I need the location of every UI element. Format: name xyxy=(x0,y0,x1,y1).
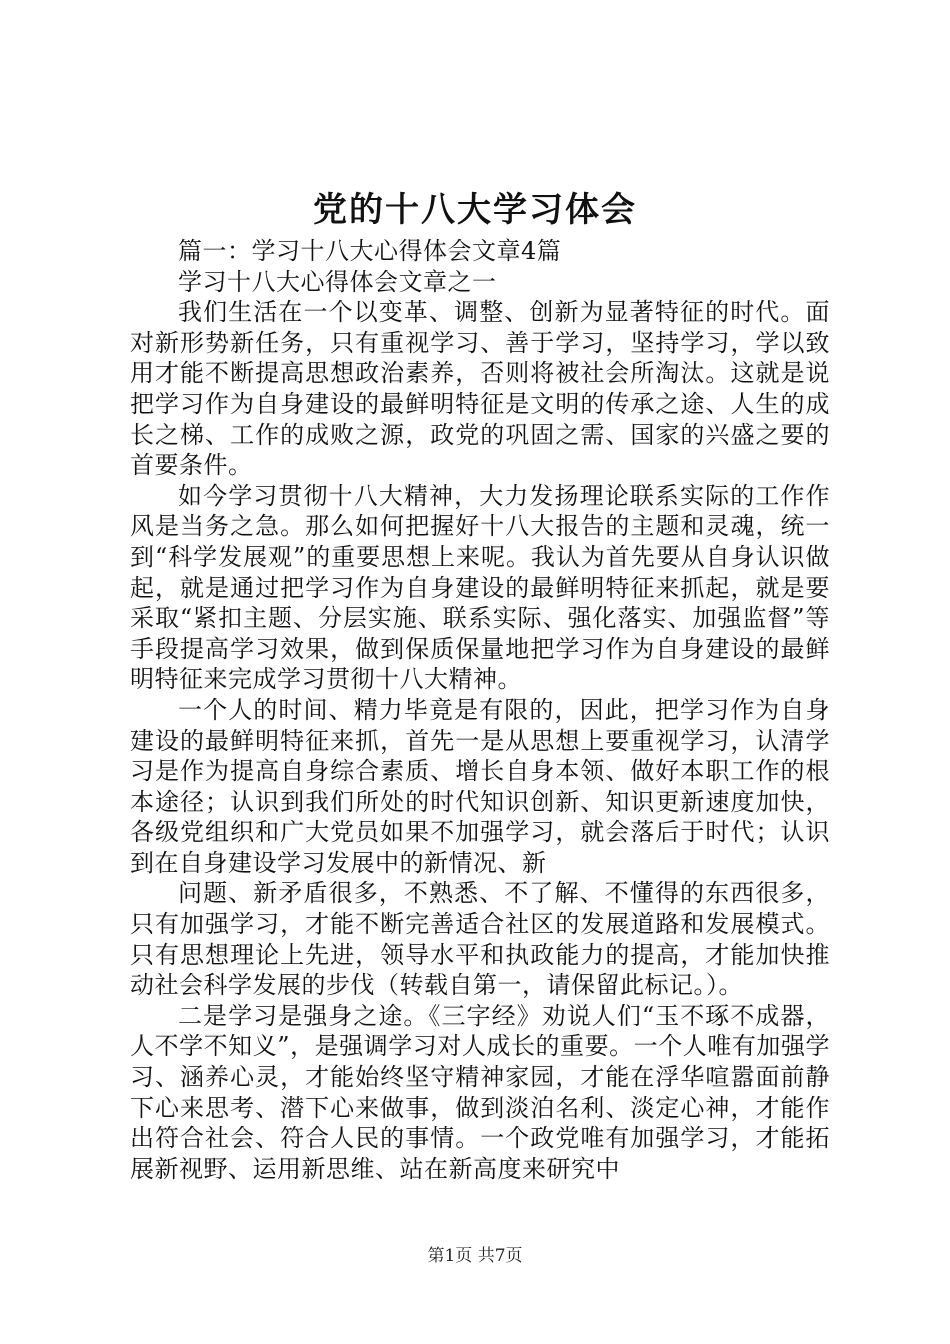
paragraph-2: 如今学习贯彻十八大精神，大力发扬理论联系实际的工作作风是当务之急。那么如何把握好十八大报告的主题和灵魂，统一到“科学发展观”的重要思想上来呢。我认为首先要从自身认识做起，就是通过把学习作为自身建设的最鲜明特征来抓起，就是要采取“紧扣主题、分层实施、联系实际、强化落实、加强监督”等手段提高学习效果，做到保质保量地把学习作为自身建设的最鲜明特征来完成学习贯彻十八大精神。 xyxy=(130,481,830,694)
section-heading: 篇一：学习十八大心得体会文章4篇 xyxy=(178,237,562,265)
page-number-footer: 第1页 共7页 xyxy=(427,1246,523,1266)
document-title: 党的十八大学习体会 xyxy=(313,190,637,230)
document-body xyxy=(130,236,830,1184)
paragraph-5: 二是学习是强身之途。《三字经》劝说人们“玉不琢不成器，人不学不知义”，是强调学习对人成长的重要。一个人唯有加强学习、涵养心灵，才能始终坚守精神家园，才能在浮华喧嚣面前静下心来思考、潜下心来做事，做到淡泊名利、淡定心神，才能作出符合社会、符合人民的事情。一个政党唯有加强学习，才能拓展新视野、运用新思维、站在新高度来研究中 xyxy=(130,1001,830,1183)
paragraph-1: 我们生活在一个以变革、调整、创新为显著特征的时代。面对新形势新任务，只有重视学习、善于学习，坚持学习，学以致用才能不断提高思想政治素养，否则将被社会所淘汰。这就是说把学习作为自身建设的最鲜明特征是文明的传承之途、人生的成长之梯、工作的成败之源，政党的巩固之需、国家的兴盛之要的首要条件。 xyxy=(130,298,830,480)
paragraph-4: 问题、新矛盾很多，不熟悉、不了解、不懂得的东西很多，只有加强学习，才能不断完善适合社区的发展道路和发展模式。只有思想理论上先进，领导水平和执政能力的提高，才能加快推动社会科学发展的步伐（转载自第一，请保留此标记。）。 xyxy=(130,879,830,1000)
article-subheading: 学习十八大心得体会文章之一 xyxy=(178,267,497,296)
paragraph-3: 一个人的时间、精力毕竟是有限的，因此，把学习作为自身建设的最鲜明特征来抓，首先一是从思想上要重视学习，认清学习是作为提高自身综合素质、增长自身本领、做好本职工作的根本途径；认识到我们所处的时代知识创新、知识更新速度加快，各级党组织和广大党员如果不加强学习，就会落后于时代；认识到在自身建设学习发展中的新情况、新 xyxy=(130,695,830,877)
